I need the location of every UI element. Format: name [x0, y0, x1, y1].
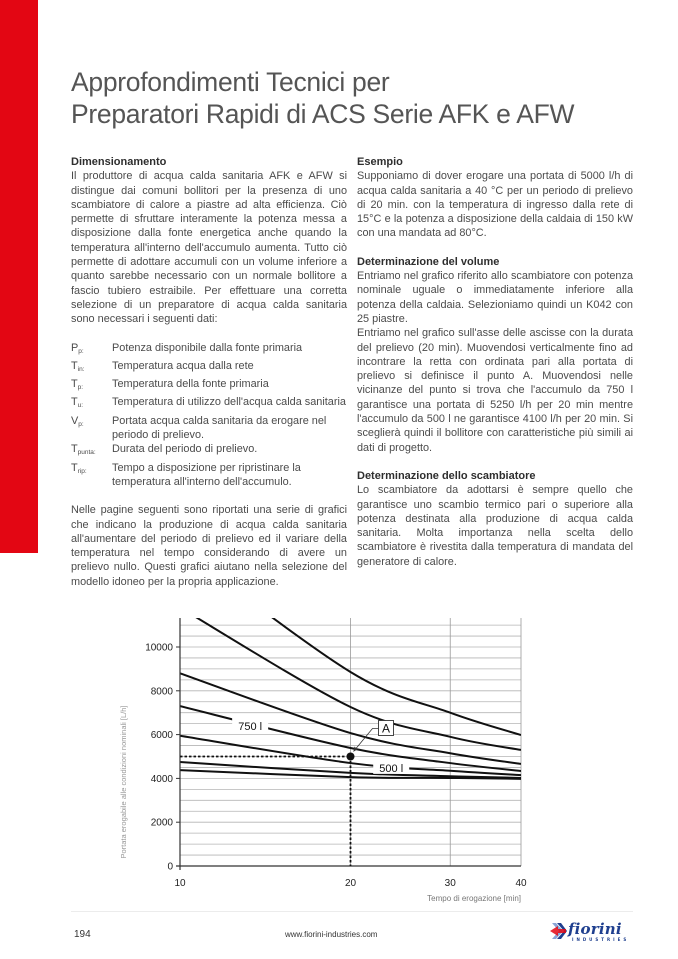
left-column [71, 155, 347, 589]
x-tick-label: 40 [515, 878, 527, 889]
y-tick-label: 0 [167, 861, 173, 873]
volume-paragraph-2: Entriamo nel grafico sull'asse delle ascisse con la durata del prelievo (20 min). Muovendosi verticalmente fino ad incontrare la retta con ordinata pari alla portata di prelievo si definisce il punto A. Muovendosi nelle vicinanze del punto si trova che l'accumulo da 750 l garantisce una portata di 5250 l/h per 20 min mentre l'accumulo da 500 l ne garantisce 4100 l/h per 20 min. Si sceglierà quindi il bollitore con caratteristiche più simili ai dati di progetto. [357, 327, 633, 454]
x-tick-label: 10 [174, 878, 186, 889]
y-tick-label: 10000 [145, 642, 173, 654]
definition-symbol: $T_{u:}$ [71, 396, 84, 410]
reference-point-a [347, 753, 355, 761]
definition-item [71, 442, 347, 460]
title-line-2: Preparatori Rapidi di ACS Serie AFK e AFW [71, 99, 575, 129]
definition-symbol: $V_{p:}$ [71, 414, 84, 428]
red-accent-bar [0, 0, 38, 553]
definition-symbol: $T_{p:}$ [71, 378, 84, 392]
footer-divider [71, 911, 633, 912]
definition-text: Potenza disponibile dalla fonte primaria [112, 341, 303, 354]
y-tick-label: 2000 [150, 817, 173, 829]
volume-paragraph-1: Entriamo nel grafico riferito allo scambiatore con potenza nominale uguale o immediatamente inferiore alla potenza della caldaia. Selezioniamo quindi un K042 con 25 piastre. [357, 270, 633, 325]
series-label-750: 750 l [238, 720, 263, 733]
logo-mark-icon [550, 920, 568, 942]
logo-subtext: INDUSTRIES [572, 937, 630, 942]
y-axis-label: Portata erogabile alle condizioni nominali [L/h] [119, 705, 128, 859]
definition-text: Temperatura della fonte primaria [112, 378, 269, 391]
intro-paragraph: Il produttore di acqua calda sanitaria AFK e AFW si distingue dai comuni bollitori per la presenza di uno scambiatore di calore a piastre ad alta efficienza. Ciò permette di sfruttare interamente la potenza messa a disposizione dalla fonte energetica anche quando la temperatura all'interno dell'accumulo aumenta. Tutto ciò permette di adottare accumuli con un volume inferiore a quanto sarebbe necessario con un normale bollitore a fascio tubiero estraibile. Per effettuare una corretta selezione di un preparatore di acqua calda sanitaria sono necessari i seguenti dati: [71, 170, 347, 326]
y-tick-label: 4000 [150, 773, 173, 785]
definition-item [71, 395, 347, 413]
reference-label-a: A [381, 721, 391, 736]
example-paragraph: Supponiamo di dover erogare una portata di 5000 l/h di acqua calda sanitaria a 40 °C per un periodo di prelievo di 20 min. con la temperatura di ingresso dalla rete di 15°C e la potenza a disposizione della caldaia di 150 kW con una mandata ad 80°C. [357, 170, 633, 240]
definition-item [71, 377, 347, 395]
definition-symbol: $P_{p:}$ [71, 341, 84, 355]
definition-symbol: $T_{punta:}$ [71, 443, 96, 457]
definition-item [71, 341, 347, 359]
section-heading-esempio: Esempio [357, 156, 403, 168]
closing-paragraph: Nelle pagine seguenti sono riportati una serie di grafici che indicano la produzione di acqua calda sanitaria all'aumentare del periodo di prelievo ed il variare della temperatura nel tempo considerando di avere un prelievo nullo. Questi grafici aiutano nella selezione del modello idoneo per la propria applicazione. [71, 504, 347, 588]
exchanger-paragraph: Lo scambiatore da adottarsi è sempre quello che garantisce uno scambio termico pari o superiore alla potenza destinata alla produzione di acqua calda sanitaria. Molta importanza nella scelta dello scambiatore è rivestita dalla temperatura di mandata del generatore di calore. [357, 484, 633, 568]
x-tick-label: 20 [344, 878, 357, 889]
definition-symbol: $T_{in:}$ [71, 359, 85, 373]
page-number: 194 [74, 929, 91, 940]
definition-text: Portata acqua calda sanitaria da erogare nel periodo di prelievo. [112, 414, 327, 442]
definition-item [71, 414, 347, 443]
definition-symbol: $T_{rip:}$ [71, 461, 87, 475]
definition-text: Tempo a disposizione per ripristinare la temperatura all'interno dell'accumulo. [112, 461, 301, 488]
definition-item [71, 359, 347, 377]
definition-text: Durata del periodo di prelievo. [112, 443, 258, 456]
title-line-1: Approfondimenti Tecnici per [71, 67, 390, 97]
logo-text: fiorini [568, 920, 622, 938]
definition-text: Temperatura di utilizzo dell'acqua calda sanitaria [112, 396, 346, 409]
x-axis-label: Tempo di erogazione [min] [427, 894, 521, 903]
definition-text: Temperatura acqua dalla rete [112, 359, 254, 372]
series-label-500: 500 l [379, 762, 404, 775]
definition-item [71, 461, 347, 490]
section-heading-dimensionamento: Dimensionamento [71, 156, 167, 168]
website-link[interactable]: www.fiorini-industries.com [285, 930, 378, 939]
flow-rate-chart [100, 600, 540, 905]
page-title [71, 66, 574, 130]
section-heading-volume: Determinazione del volume [357, 255, 500, 268]
y-tick-label: 6000 [150, 730, 173, 742]
definitions-list [71, 341, 347, 490]
fiorini-logo [550, 920, 630, 944]
y-tick-label: 8000 [150, 686, 173, 698]
x-tick-label: 30 [444, 878, 456, 889]
right-column [357, 155, 633, 569]
section-heading-scambiatore: Determinazione dello scambiatore [357, 469, 536, 482]
